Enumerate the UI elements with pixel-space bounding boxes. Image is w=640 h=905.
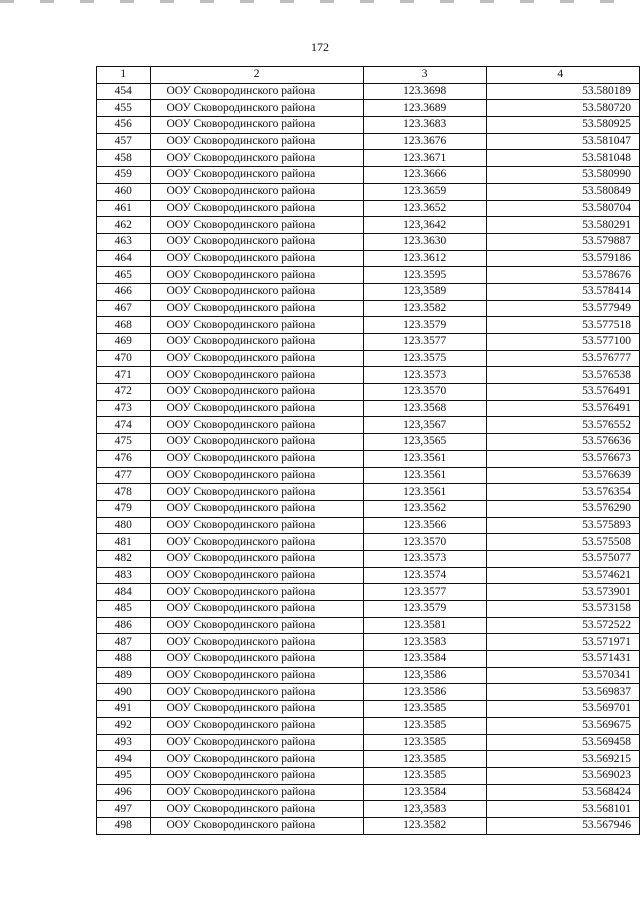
table-row — [97, 734, 640, 751]
longitude-cell: 123.3659 — [363, 183, 486, 200]
table-row — [97, 450, 640, 467]
longitude-cell: 123.3585 — [363, 734, 486, 751]
organization-cell: ООУ Сковородинского района — [150, 283, 363, 300]
row-number-cell: 473 — [97, 400, 151, 417]
table-row — [97, 100, 640, 117]
table-body — [97, 83, 640, 834]
organization-cell: ООУ Сковородинского района — [150, 717, 363, 734]
longitude-cell: 123.3579 — [363, 601, 486, 618]
latitude-cell: 53.576491 — [486, 400, 639, 417]
table-row — [97, 317, 640, 334]
row-number-cell: 477 — [97, 467, 151, 484]
latitude-cell: 53.580925 — [486, 117, 639, 134]
row-number-cell: 474 — [97, 417, 151, 434]
organization-cell: ООУ Сковородинского района — [150, 450, 363, 467]
organization-cell: ООУ Сковородинского района — [150, 400, 363, 417]
longitude-cell: 123.3683 — [363, 117, 486, 134]
table-row — [97, 767, 640, 784]
coordinates-table — [96, 66, 640, 835]
table-row — [97, 601, 640, 618]
longitude-cell: 123.3671 — [363, 150, 486, 167]
latitude-cell: 53.576636 — [486, 434, 639, 451]
longitude-cell: 123.3585 — [363, 751, 486, 768]
row-number-cell: 483 — [97, 567, 151, 584]
longitude-cell: 123.3574 — [363, 567, 486, 584]
row-number-cell: 485 — [97, 601, 151, 618]
table-row — [97, 233, 640, 250]
organization-cell: ООУ Сковородинского района — [150, 217, 363, 234]
latitude-cell: 53.576777 — [486, 350, 639, 367]
organization-cell: ООУ Сковородинского района — [150, 100, 363, 117]
organization-cell: ООУ Сковородинского района — [150, 417, 363, 434]
organization-cell: ООУ Сковородинского района — [150, 801, 363, 818]
organization-cell: ООУ Сковородинского района — [150, 183, 363, 200]
row-number-cell: 459 — [97, 167, 151, 184]
longitude-cell: 123.3612 — [363, 250, 486, 267]
longitude-cell: 123.3568 — [363, 400, 486, 417]
row-number-cell: 475 — [97, 434, 151, 451]
longitude-cell: 123.3698 — [363, 83, 486, 100]
latitude-cell: 53.572522 — [486, 617, 639, 634]
table-row — [97, 500, 640, 517]
longitude-cell: 123.3585 — [363, 701, 486, 718]
column-header-2: 2 — [150, 67, 363, 84]
table-row — [97, 651, 640, 668]
row-number-cell: 462 — [97, 217, 151, 234]
table-row — [97, 817, 640, 834]
longitude-cell: 123.3582 — [363, 300, 486, 317]
organization-cell: ООУ Сковородинского района — [150, 584, 363, 601]
longitude-cell: 123.3585 — [363, 767, 486, 784]
longitude-cell: 123.3577 — [363, 334, 486, 351]
latitude-cell: 53.569458 — [486, 734, 639, 751]
longitude-cell: 123.3666 — [363, 167, 486, 184]
latitude-cell: 53.567946 — [486, 817, 639, 834]
row-number-cell: 458 — [97, 150, 151, 167]
latitude-cell: 53.571971 — [486, 634, 639, 651]
organization-cell: ООУ Сковородинского района — [150, 167, 363, 184]
longitude-cell: 123.3689 — [363, 100, 486, 117]
latitude-cell: 53.569837 — [486, 684, 639, 701]
row-number-cell: 489 — [97, 667, 151, 684]
longitude-cell: 123.3586 — [363, 684, 486, 701]
table-row — [97, 617, 640, 634]
row-number-cell: 464 — [97, 250, 151, 267]
latitude-cell: 53.573158 — [486, 601, 639, 618]
organization-cell: ООУ Сковородинского района — [150, 150, 363, 167]
latitude-cell: 53.575893 — [486, 517, 639, 534]
longitude-cell: 123.3582 — [363, 817, 486, 834]
row-number-cell: 467 — [97, 300, 151, 317]
row-number-cell: 493 — [97, 734, 151, 751]
organization-cell: ООУ Сковородинского района — [150, 767, 363, 784]
row-number-cell: 457 — [97, 133, 151, 150]
row-number-cell: 494 — [97, 751, 151, 768]
page-number: 172 — [311, 40, 329, 54]
organization-cell: ООУ Сковородинского района — [150, 617, 363, 634]
latitude-cell: 53.569701 — [486, 701, 639, 718]
longitude-cell: 123,3583 — [363, 801, 486, 818]
table-row — [97, 584, 640, 601]
scan-edge-artifact — [0, 0, 640, 3]
organization-cell: ООУ Сковородинского района — [150, 567, 363, 584]
row-number-cell: 480 — [97, 517, 151, 534]
organization-cell: ООУ Сковородинского района — [150, 317, 363, 334]
organization-cell: ООУ Сковородинского района — [150, 200, 363, 217]
row-number-cell: 460 — [97, 183, 151, 200]
row-number-cell: 468 — [97, 317, 151, 334]
table-row — [97, 150, 640, 167]
latitude-cell: 53.576673 — [486, 450, 639, 467]
table-row — [97, 567, 640, 584]
organization-cell: ООУ Сковородинского района — [150, 784, 363, 801]
organization-cell: ООУ Сковородинского района — [150, 734, 363, 751]
row-number-cell: 478 — [97, 484, 151, 501]
row-number-cell: 495 — [97, 767, 151, 784]
longitude-cell: 123.3630 — [363, 233, 486, 250]
table-row — [97, 250, 640, 267]
row-number-cell: 486 — [97, 617, 151, 634]
table-row — [97, 684, 640, 701]
longitude-cell: 123.3583 — [363, 634, 486, 651]
table-row — [97, 300, 640, 317]
row-number-cell: 456 — [97, 117, 151, 134]
longitude-cell: 123.3573 — [363, 367, 486, 384]
organization-cell: ООУ Сковородинского района — [150, 233, 363, 250]
longitude-cell: 123.3561 — [363, 467, 486, 484]
organization-cell: ООУ Сковородинского района — [150, 601, 363, 618]
row-number-cell: 484 — [97, 584, 151, 601]
latitude-cell: 53.579887 — [486, 233, 639, 250]
organization-cell: ООУ Сковородинского района — [150, 250, 363, 267]
row-number-cell: 482 — [97, 550, 151, 567]
longitude-cell: 123.3595 — [363, 267, 486, 284]
organization-cell: ООУ Сковородинского района — [150, 817, 363, 834]
organization-cell: ООУ Сковородинского района — [150, 367, 363, 384]
organization-cell: ООУ Сковородинского района — [150, 350, 363, 367]
row-number-cell: 498 — [97, 817, 151, 834]
table-row — [97, 751, 640, 768]
row-number-cell: 465 — [97, 267, 151, 284]
table-row — [97, 117, 640, 134]
row-number-cell: 476 — [97, 450, 151, 467]
organization-cell: ООУ Сковородинского района — [150, 484, 363, 501]
longitude-cell: 123.3570 — [363, 534, 486, 551]
organization-cell: ООУ Сковородинского района — [150, 534, 363, 551]
latitude-cell: 53.568101 — [486, 801, 639, 818]
organization-cell: ООУ Сковородинского района — [150, 701, 363, 718]
latitude-cell: 53.568424 — [486, 784, 639, 801]
latitude-cell: 53.578414 — [486, 283, 639, 300]
table-row — [97, 701, 640, 718]
latitude-cell: 53.576491 — [486, 384, 639, 401]
latitude-cell: 53.580849 — [486, 183, 639, 200]
latitude-cell: 53.570341 — [486, 667, 639, 684]
longitude-cell: 123,3642 — [363, 217, 486, 234]
table-row — [97, 717, 640, 734]
table-row — [97, 517, 640, 534]
latitude-cell: 53.580291 — [486, 217, 639, 234]
organization-cell: ООУ Сковородинского района — [150, 334, 363, 351]
latitude-cell: 53.580189 — [486, 83, 639, 100]
row-number-cell: 470 — [97, 350, 151, 367]
organization-cell: ООУ Сковородинского района — [150, 267, 363, 284]
longitude-cell: 123.3676 — [363, 133, 486, 150]
table-row — [97, 350, 640, 367]
latitude-cell: 53.578676 — [486, 267, 639, 284]
row-number-cell: 463 — [97, 233, 151, 250]
latitude-cell: 53.577518 — [486, 317, 639, 334]
row-number-cell: 471 — [97, 367, 151, 384]
latitude-cell: 53.577100 — [486, 334, 639, 351]
table-row — [97, 550, 640, 567]
table-row — [97, 484, 640, 501]
longitude-cell: 123,3567 — [363, 417, 486, 434]
latitude-cell: 53.581048 — [486, 150, 639, 167]
longitude-cell: 123.3579 — [363, 317, 486, 334]
row-number-cell: 490 — [97, 684, 151, 701]
column-header-3: 3 — [363, 67, 486, 84]
latitude-cell: 53.580704 — [486, 200, 639, 217]
table-row — [97, 200, 640, 217]
latitude-cell: 53.576290 — [486, 500, 639, 517]
longitude-cell: 123.3652 — [363, 200, 486, 217]
column-header-1: 1 — [97, 67, 151, 84]
organization-cell: ООУ Сковородинского района — [150, 300, 363, 317]
table-row — [97, 267, 640, 284]
table-row — [97, 467, 640, 484]
latitude-cell: 53.571431 — [486, 651, 639, 668]
organization-cell: ООУ Сковородинского района — [150, 634, 363, 651]
organization-cell: ООУ Сковородинского района — [150, 83, 363, 100]
row-number-cell: 496 — [97, 784, 151, 801]
latitude-cell: 53.576538 — [486, 367, 639, 384]
latitude-cell: 53.580990 — [486, 167, 639, 184]
row-number-cell: 491 — [97, 701, 151, 718]
longitude-cell: 123.3562 — [363, 500, 486, 517]
organization-cell: ООУ Сковородинского района — [150, 133, 363, 150]
longitude-cell: 123.3561 — [363, 450, 486, 467]
latitude-cell: 53.581047 — [486, 133, 639, 150]
row-number-cell: 466 — [97, 283, 151, 300]
organization-cell: ООУ Сковородинского района — [150, 550, 363, 567]
organization-cell: ООУ Сковородинского района — [150, 467, 363, 484]
organization-cell: ООУ Сковородинского района — [150, 117, 363, 134]
longitude-cell: 123.3573 — [363, 550, 486, 567]
longitude-cell: 123.3570 — [363, 384, 486, 401]
table-row — [97, 634, 640, 651]
longitude-cell: 123,3589 — [363, 283, 486, 300]
latitude-cell: 53.569023 — [486, 767, 639, 784]
latitude-cell: 53.575508 — [486, 534, 639, 551]
table-row — [97, 334, 640, 351]
row-number-cell: 481 — [97, 534, 151, 551]
row-number-cell: 469 — [97, 334, 151, 351]
table-row — [97, 83, 640, 100]
longitude-cell: 123,3586 — [363, 667, 486, 684]
table-row — [97, 417, 640, 434]
table-row — [97, 283, 640, 300]
longitude-cell: 123.3577 — [363, 584, 486, 601]
longitude-cell: 123.3584 — [363, 651, 486, 668]
column-header-4: 4 — [486, 67, 639, 84]
table-row — [97, 801, 640, 818]
table-row — [97, 183, 640, 200]
latitude-cell: 53.569675 — [486, 717, 639, 734]
organization-cell: ООУ Сковородинского района — [150, 434, 363, 451]
longitude-cell: 123.3561 — [363, 484, 486, 501]
organization-cell: ООУ Сковородинского района — [150, 667, 363, 684]
organization-cell: ООУ Сковородинского района — [150, 651, 363, 668]
organization-cell: ООУ Сковородинского района — [150, 517, 363, 534]
longitude-cell: 123.3584 — [363, 784, 486, 801]
table-row — [97, 434, 640, 451]
table-row — [97, 167, 640, 184]
organization-cell: ООУ Сковородинского района — [150, 751, 363, 768]
latitude-cell: 53.574621 — [486, 567, 639, 584]
latitude-cell: 53.569215 — [486, 751, 639, 768]
latitude-cell: 53.580720 — [486, 100, 639, 117]
table-row — [97, 384, 640, 401]
table-row — [97, 367, 640, 384]
table-row — [97, 400, 640, 417]
longitude-cell: 123,3565 — [363, 434, 486, 451]
table-row — [97, 667, 640, 684]
organization-cell: ООУ Сковородинского района — [150, 500, 363, 517]
latitude-cell: 53.576552 — [486, 417, 639, 434]
table-row — [97, 784, 640, 801]
longitude-cell: 123.3575 — [363, 350, 486, 367]
table-row — [97, 133, 640, 150]
longitude-cell: 123.3581 — [363, 617, 486, 634]
table-row — [97, 217, 640, 234]
latitude-cell: 53.576354 — [486, 484, 639, 501]
table-row — [97, 534, 640, 551]
row-number-cell: 497 — [97, 801, 151, 818]
latitude-cell: 53.576639 — [486, 467, 639, 484]
row-number-cell: 488 — [97, 651, 151, 668]
row-number-cell: 479 — [97, 500, 151, 517]
table-header-row — [97, 67, 640, 84]
latitude-cell: 53.575077 — [486, 550, 639, 567]
row-number-cell: 487 — [97, 634, 151, 651]
longitude-cell: 123.3566 — [363, 517, 486, 534]
row-number-cell: 454 — [97, 83, 151, 100]
row-number-cell: 492 — [97, 717, 151, 734]
longitude-cell: 123.3585 — [363, 717, 486, 734]
latitude-cell: 53.573901 — [486, 584, 639, 601]
latitude-cell: 53.577949 — [486, 300, 639, 317]
row-number-cell: 461 — [97, 200, 151, 217]
row-number-cell: 455 — [97, 100, 151, 117]
latitude-cell: 53.579186 — [486, 250, 639, 267]
organization-cell: ООУ Сковородинского района — [150, 384, 363, 401]
row-number-cell: 472 — [97, 384, 151, 401]
organization-cell: ООУ Сковородинского района — [150, 684, 363, 701]
